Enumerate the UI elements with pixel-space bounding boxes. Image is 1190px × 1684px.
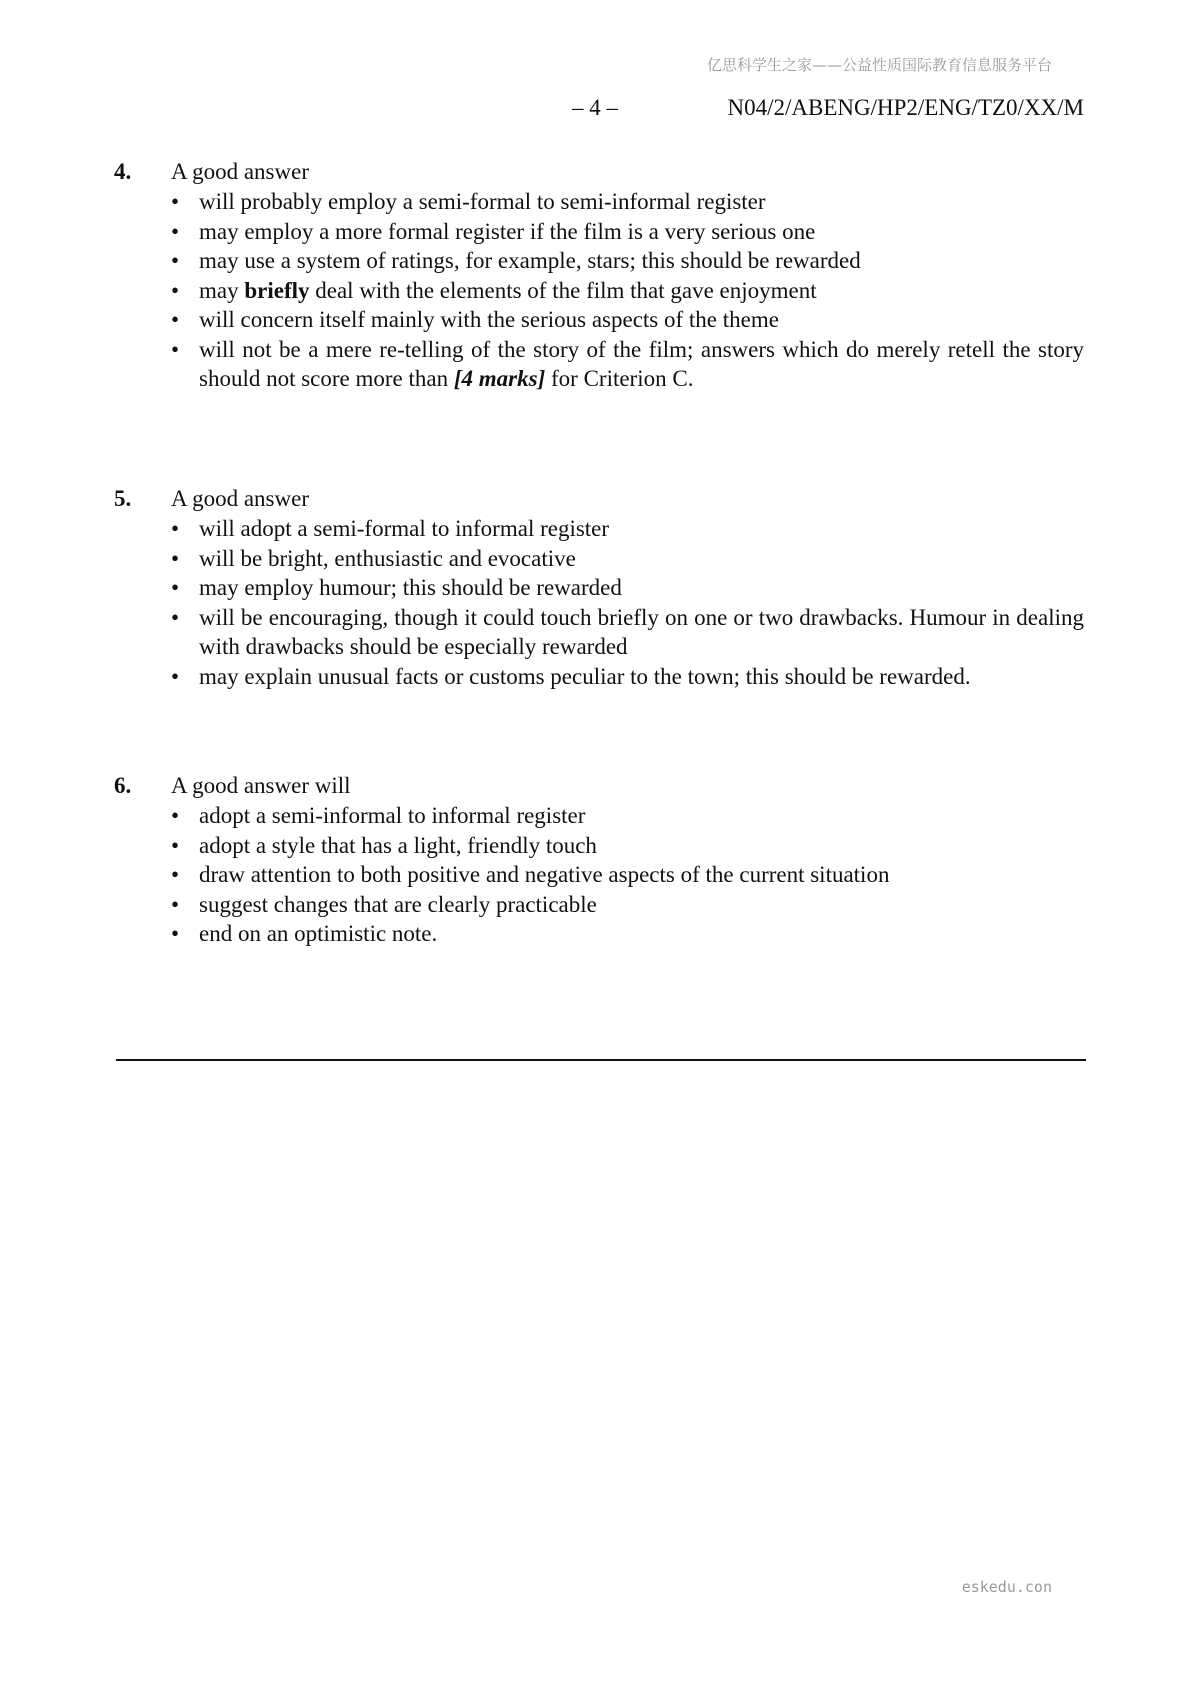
list-item: • will not be a mere re-telling of the story of the film; answers which do merely retell the story should not score more than [4 marks] for Criterion C. [171,336,1084,391]
bullet-icon: • [171,336,180,362]
watermark-footer: eskedu.con [961,1578,1052,1596]
list-item: • may employ humour; this should be rewarded [171,573,1084,603]
bullet-list [114,514,1084,691]
list-item: • suggest changes that are clearly practicable [171,890,1084,920]
list-item: • may explain unusual facts or customs peculiar to the town; this should be rewarded. [171,662,1084,692]
list-item: • may use a system of ratings, for example, stars; this should be rewarded [171,246,1084,276]
bullet-icon: • [171,575,180,600]
bullet-icon: • [171,307,180,332]
end-divider [116,1059,1086,1061]
question-intro: A good answer will [171,773,351,798]
bullet-icon: • [171,891,180,917]
list-item: • will be bright, enthusiastic and evocative [171,544,1084,574]
list-item: • will probably employ a semi-formal to semi-informal register [171,187,1084,217]
list-item: • may employ a more formal register if the film is a very serious one [171,217,1084,247]
bullet-icon: • [171,218,180,244]
question-number: 6. [114,773,132,798]
list-item: • adopt a style that has a light, friendly touch [171,831,1084,861]
bullet-icon: • [171,545,180,571]
bullet-icon: • [171,663,180,689]
question-intro: A good answer [171,486,309,511]
list-item: • draw attention to both positive and negative aspects of the current situation [171,860,1084,890]
question-number: 5. [114,486,132,511]
question-number: 4. [114,159,132,184]
bullet-icon: • [171,277,180,303]
emphasis-bold: briefly [244,277,310,303]
bullet-list [114,187,1084,394]
bullet-icon: • [171,921,180,946]
document-code: N04/2/ABENG/HP2/ENG/TZ0/XX/M [727,95,1084,120]
list-item: • end on an optimistic note. [171,919,1084,949]
list-item: • may briefly deal with the elements of the film that gave enjoyment [171,276,1084,306]
question-4 [114,157,1084,394]
bullet-icon: • [171,189,180,214]
question-5 [114,484,1084,691]
list-item: • will concern itself mainly with the serious aspects of the theme [171,305,1084,335]
bullet-icon: • [171,832,180,858]
bullet-list [114,801,1084,949]
bullet-icon: • [171,862,180,887]
watermark-header: 亿思科学生之家——公益性质国际教育信息服务平台 [706,56,1052,74]
list-item: • will be encouraging, though it could touch briefly on one or two drawbacks. Humour in dealing with drawbacks should be especially rewarded [171,604,1084,659]
question-6 [114,771,1084,949]
bullet-icon: • [171,516,180,541]
list-item: • adopt a semi-informal to informal register [171,801,1084,831]
bullet-icon: • [171,604,180,630]
page-number: – 4 – [572,95,618,120]
question-intro: A good answer [171,159,309,184]
bullet-icon: • [171,248,180,273]
bullet-icon: • [171,803,180,828]
list-item: • will adopt a semi-formal to informal register [171,514,1084,544]
marks-reference: [4 marks] [453,366,546,391]
